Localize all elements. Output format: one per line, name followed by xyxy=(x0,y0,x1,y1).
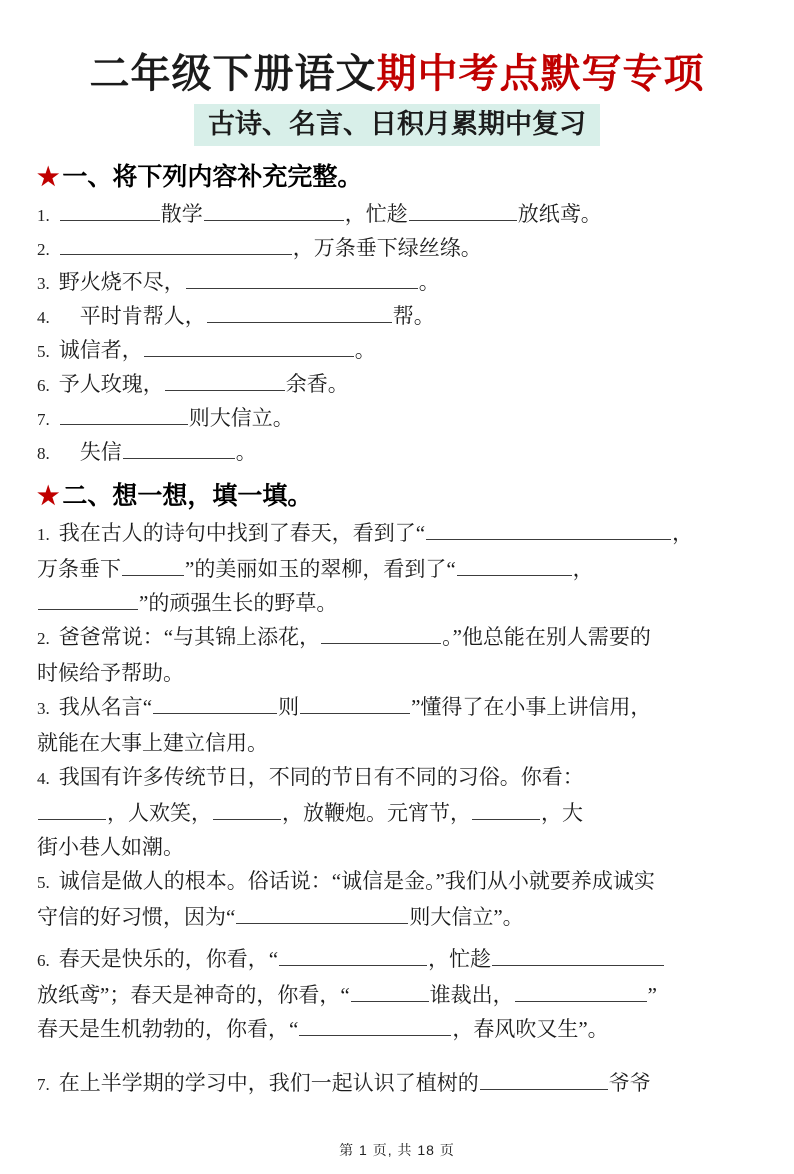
item-text: 爸爸常说：“与其锦上添花， xyxy=(58,624,321,649)
star-icon: ★ xyxy=(37,482,60,510)
item-text: 余香。 xyxy=(285,371,349,396)
section-2-item-4 xyxy=(37,760,757,864)
item-number: 1. xyxy=(37,205,50,225)
subtitle-row xyxy=(37,104,757,146)
item-text: ，春风吹又生”。 xyxy=(452,1016,609,1041)
section-1-item-8 xyxy=(37,436,757,470)
fill-blank xyxy=(60,233,292,255)
fill-blank xyxy=(515,980,647,1002)
item-number: 1. xyxy=(37,524,50,544)
page-subtitle: 古诗、名言、日积月累期中复习 xyxy=(194,104,600,146)
fill-blank xyxy=(207,301,392,323)
item-number: 3. xyxy=(37,698,50,718)
item-number: 2. xyxy=(37,628,50,648)
star-icon: ★ xyxy=(37,163,60,191)
section-2-heading xyxy=(37,476,757,512)
item-text: ”的美丽如玉的翠柳，看到了“ xyxy=(185,556,456,581)
fill-blank xyxy=(144,335,354,357)
fill-blank xyxy=(123,437,235,459)
section-2 xyxy=(37,476,757,1102)
worksheet-page xyxy=(0,52,794,1102)
section-title: 一、将下列内容补充完整。 xyxy=(62,163,363,191)
page-title-black: 二年级下册语文 xyxy=(89,51,377,96)
section-2-item-1 xyxy=(37,516,757,620)
fill-blank xyxy=(300,692,410,714)
section-1-item-5 xyxy=(37,334,757,368)
item-number: 2. xyxy=(37,239,50,259)
fill-blank xyxy=(60,403,188,425)
item-text: 平时肯帮人， xyxy=(58,303,206,328)
item-text: ，大 xyxy=(541,800,583,825)
item-text: 。 xyxy=(235,439,257,464)
item-text: 散学 xyxy=(160,201,203,226)
item-text: 我在古人的诗句中找到了春天，看到了“ xyxy=(58,520,426,545)
item-text: ，忙趁 xyxy=(344,201,408,226)
section-1-heading xyxy=(37,157,757,193)
item-number: 5. xyxy=(37,872,50,892)
item-number: 6. xyxy=(37,375,50,395)
section-1-item-7 xyxy=(37,402,757,436)
item-text: 诚信者， xyxy=(58,337,143,362)
item-number: 8. xyxy=(37,443,50,463)
item-text: ，忙趁 xyxy=(428,946,492,971)
fill-blank xyxy=(321,622,441,644)
item-text: 。 xyxy=(418,269,440,294)
item-text: 就能在大事上建立信用。 xyxy=(37,730,268,755)
item-number: 4. xyxy=(37,307,50,327)
section-1-item-3 xyxy=(37,266,757,300)
item-text: 予人玫瑰， xyxy=(58,371,164,396)
fill-blank xyxy=(38,798,106,820)
item-text: 野火烧不尽， xyxy=(58,269,185,294)
fill-blank xyxy=(299,1014,451,1036)
item-text: 春天是快乐的，你看，“ xyxy=(58,946,279,971)
fill-blank xyxy=(213,798,281,820)
item-text: 我从名言“ xyxy=(58,694,153,719)
item-text: 则大信立”。 xyxy=(409,904,524,929)
item-text: ”的顽强生长的野草。 xyxy=(139,590,338,615)
item-text: 放纸鸢。 xyxy=(517,201,602,226)
item-text: 则大信立。 xyxy=(188,405,294,430)
page-title-red: 期中考点默写专项 xyxy=(376,51,705,96)
item-text: ， xyxy=(672,520,694,545)
fill-blank xyxy=(165,369,285,391)
section-2-item-5 xyxy=(37,864,757,934)
section-1-item-6 xyxy=(37,368,757,402)
fill-blank xyxy=(186,267,418,289)
fill-blank xyxy=(409,199,517,221)
item-number: 5. xyxy=(37,341,50,361)
item-text: 爷爷 xyxy=(608,1070,651,1095)
item-text: 万条垂下 xyxy=(37,556,121,581)
item-text: ，万条垂下绿丝绦。 xyxy=(292,235,482,260)
sections-container xyxy=(37,157,757,1102)
fill-blank xyxy=(472,798,540,820)
section-2-item-6 xyxy=(37,942,757,1046)
fill-blank xyxy=(122,554,184,576)
fill-blank xyxy=(60,199,160,221)
item-text: 失信 xyxy=(58,439,122,464)
item-text: 在上半学期的学习中，我们一起认识了植树的 xyxy=(58,1070,479,1095)
page-footer: 第 1 页, 共 18 页 xyxy=(339,1142,455,1158)
section-1-item-4 xyxy=(37,300,757,334)
item-text: ，人欢笑， xyxy=(107,800,212,825)
fill-blank xyxy=(492,944,664,966)
item-text: 春天是生机勃勃的，你看，“ xyxy=(37,1016,299,1041)
fill-blank xyxy=(426,518,671,540)
item-text: ” xyxy=(647,982,657,1007)
item-text: 。 xyxy=(354,337,376,362)
section-2-item-3 xyxy=(37,690,757,760)
item-number: 3. xyxy=(37,273,50,293)
section-2-item-7 xyxy=(37,1066,757,1102)
item-text: 诚信是做人的根本。俗话说：“诚信是金。”我们从小就要养成诚实 xyxy=(58,868,655,893)
fill-blank xyxy=(279,944,427,966)
fill-blank xyxy=(204,199,344,221)
fill-blank xyxy=(38,588,138,610)
item-text: 则 xyxy=(278,694,300,719)
section-2-item-2 xyxy=(37,620,757,690)
section-1-item-2 xyxy=(37,232,757,266)
item-number: 4. xyxy=(37,768,50,788)
item-text: 谁裁出， xyxy=(429,982,514,1007)
section-1-item-1 xyxy=(37,198,757,232)
item-text: 时候给予帮助。 xyxy=(37,660,184,685)
item-text: ， xyxy=(572,556,594,581)
item-text: 我国有许多传统节日，不同的节日有不同的习俗。你看： xyxy=(58,764,584,789)
section-1 xyxy=(37,157,757,470)
section-title: 二、想一想，填一填。 xyxy=(62,482,313,510)
item-number: 6. xyxy=(37,950,50,970)
item-text: 街小巷人如潮。 xyxy=(37,834,184,859)
fill-blank xyxy=(153,692,277,714)
item-text: 。”他总能在别人需要的 xyxy=(442,624,651,649)
item-text: ，放鞭炮。元宵节， xyxy=(282,800,471,825)
page-title xyxy=(37,52,757,97)
item-text: 放纸鸢”；春天是神奇的，你看，“ xyxy=(37,982,350,1007)
item-text: 守信的好习惯，因为“ xyxy=(37,904,236,929)
item-number: 7. xyxy=(37,1074,50,1094)
item-text: 帮。 xyxy=(392,303,435,328)
fill-blank xyxy=(351,980,429,1002)
item-text: ”懂得了在小事上讲信用， xyxy=(411,694,652,719)
fill-blank xyxy=(236,902,408,924)
item-number: 7. xyxy=(37,409,50,429)
fill-blank xyxy=(457,554,572,576)
fill-blank xyxy=(480,1068,608,1090)
